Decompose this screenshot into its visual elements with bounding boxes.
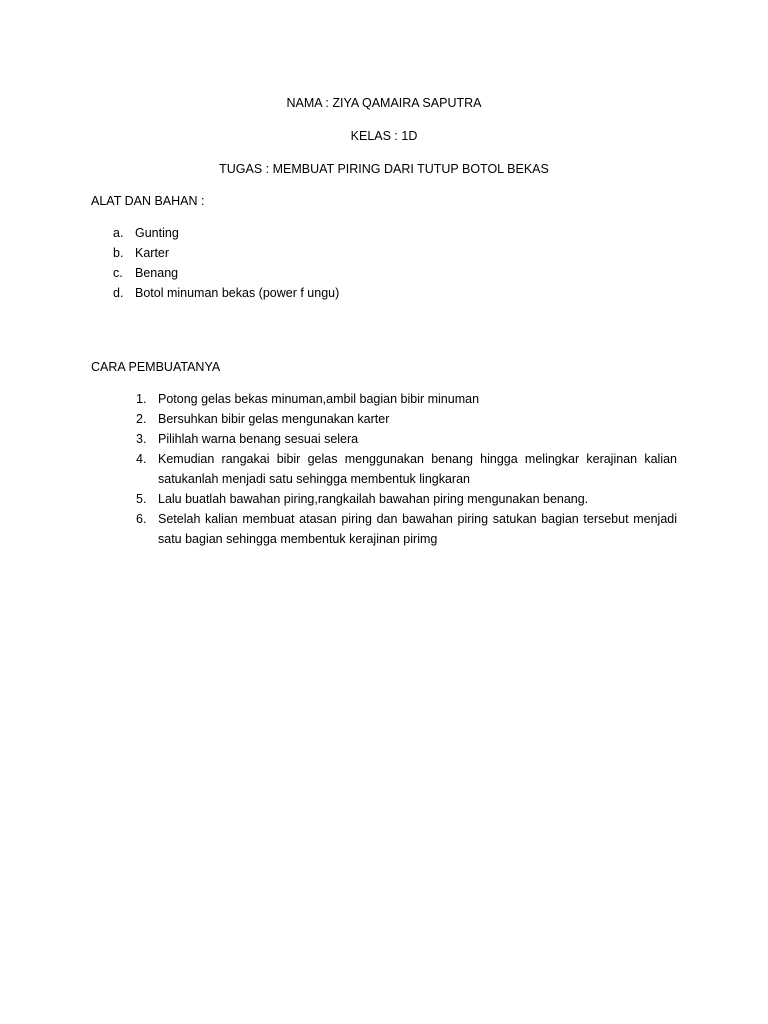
list-item-text: Botol minuman bekas (power f ungu) (135, 286, 340, 300)
list-item-text: Pilihlah warna benang sesuai selera (158, 432, 359, 446)
list-item-text: Karter (135, 246, 170, 260)
list-marker: 1. (136, 392, 147, 406)
list-item (136, 489, 677, 509)
list-item-text: Gunting (135, 226, 179, 240)
list-marker: a. (113, 226, 124, 240)
student-name-line: NAMA : ZIYA QAMAIRA SAPUTRA (286, 96, 482, 110)
list-item-text: Benang (135, 266, 179, 280)
steps-heading: CARA PEMBUATANYA (91, 360, 221, 374)
tools-heading: ALAT DAN BAHAN : (91, 194, 205, 208)
list-item-text: Setelah kalian membuat atasan piring dan bawahan piring satukan bagian tersebut menjadi satu bagian sehingga membentuk kerajinan pirimg (158, 512, 677, 546)
list-item (136, 509, 677, 549)
list-item-text: Lalu buatlah bawahan piring,rangkailah bawahan piring mengunakan benang. (158, 492, 589, 506)
list-item-text: Potong gelas bekas minuman,ambil bagian bibir minuman (158, 392, 480, 406)
list-marker: 4. (136, 452, 147, 466)
list-item (136, 449, 677, 489)
tools-list (113, 223, 513, 303)
list-item-text: Kemudian rangakai bibir gelas menggunakan benang hingga melingkar kerajinan kalian satukanlah menjadi satu sehingga membentuk lingkaran (158, 452, 677, 486)
list-item (113, 283, 513, 303)
list-item-text: Bersuhkan bibir gelas mengunakan karter (158, 412, 390, 426)
list-item (113, 243, 513, 263)
list-marker: 3. (136, 432, 147, 446)
list-marker: 2. (136, 412, 147, 426)
list-item (136, 409, 677, 429)
class-line: KELAS : 1D (350, 129, 418, 143)
list-marker: 5. (136, 492, 147, 506)
list-marker: d. (113, 286, 124, 300)
list-marker: 6. (136, 512, 147, 526)
steps-list (136, 389, 677, 549)
list-marker: c. (113, 266, 123, 280)
task-line: TUGAS : MEMBUAT PIRING DARI TUTUP BOTOL BEKAS (219, 162, 549, 176)
list-item (113, 263, 513, 283)
list-item (136, 389, 677, 409)
list-marker: b. (113, 246, 124, 260)
list-item (113, 223, 513, 243)
list-item (136, 429, 677, 449)
